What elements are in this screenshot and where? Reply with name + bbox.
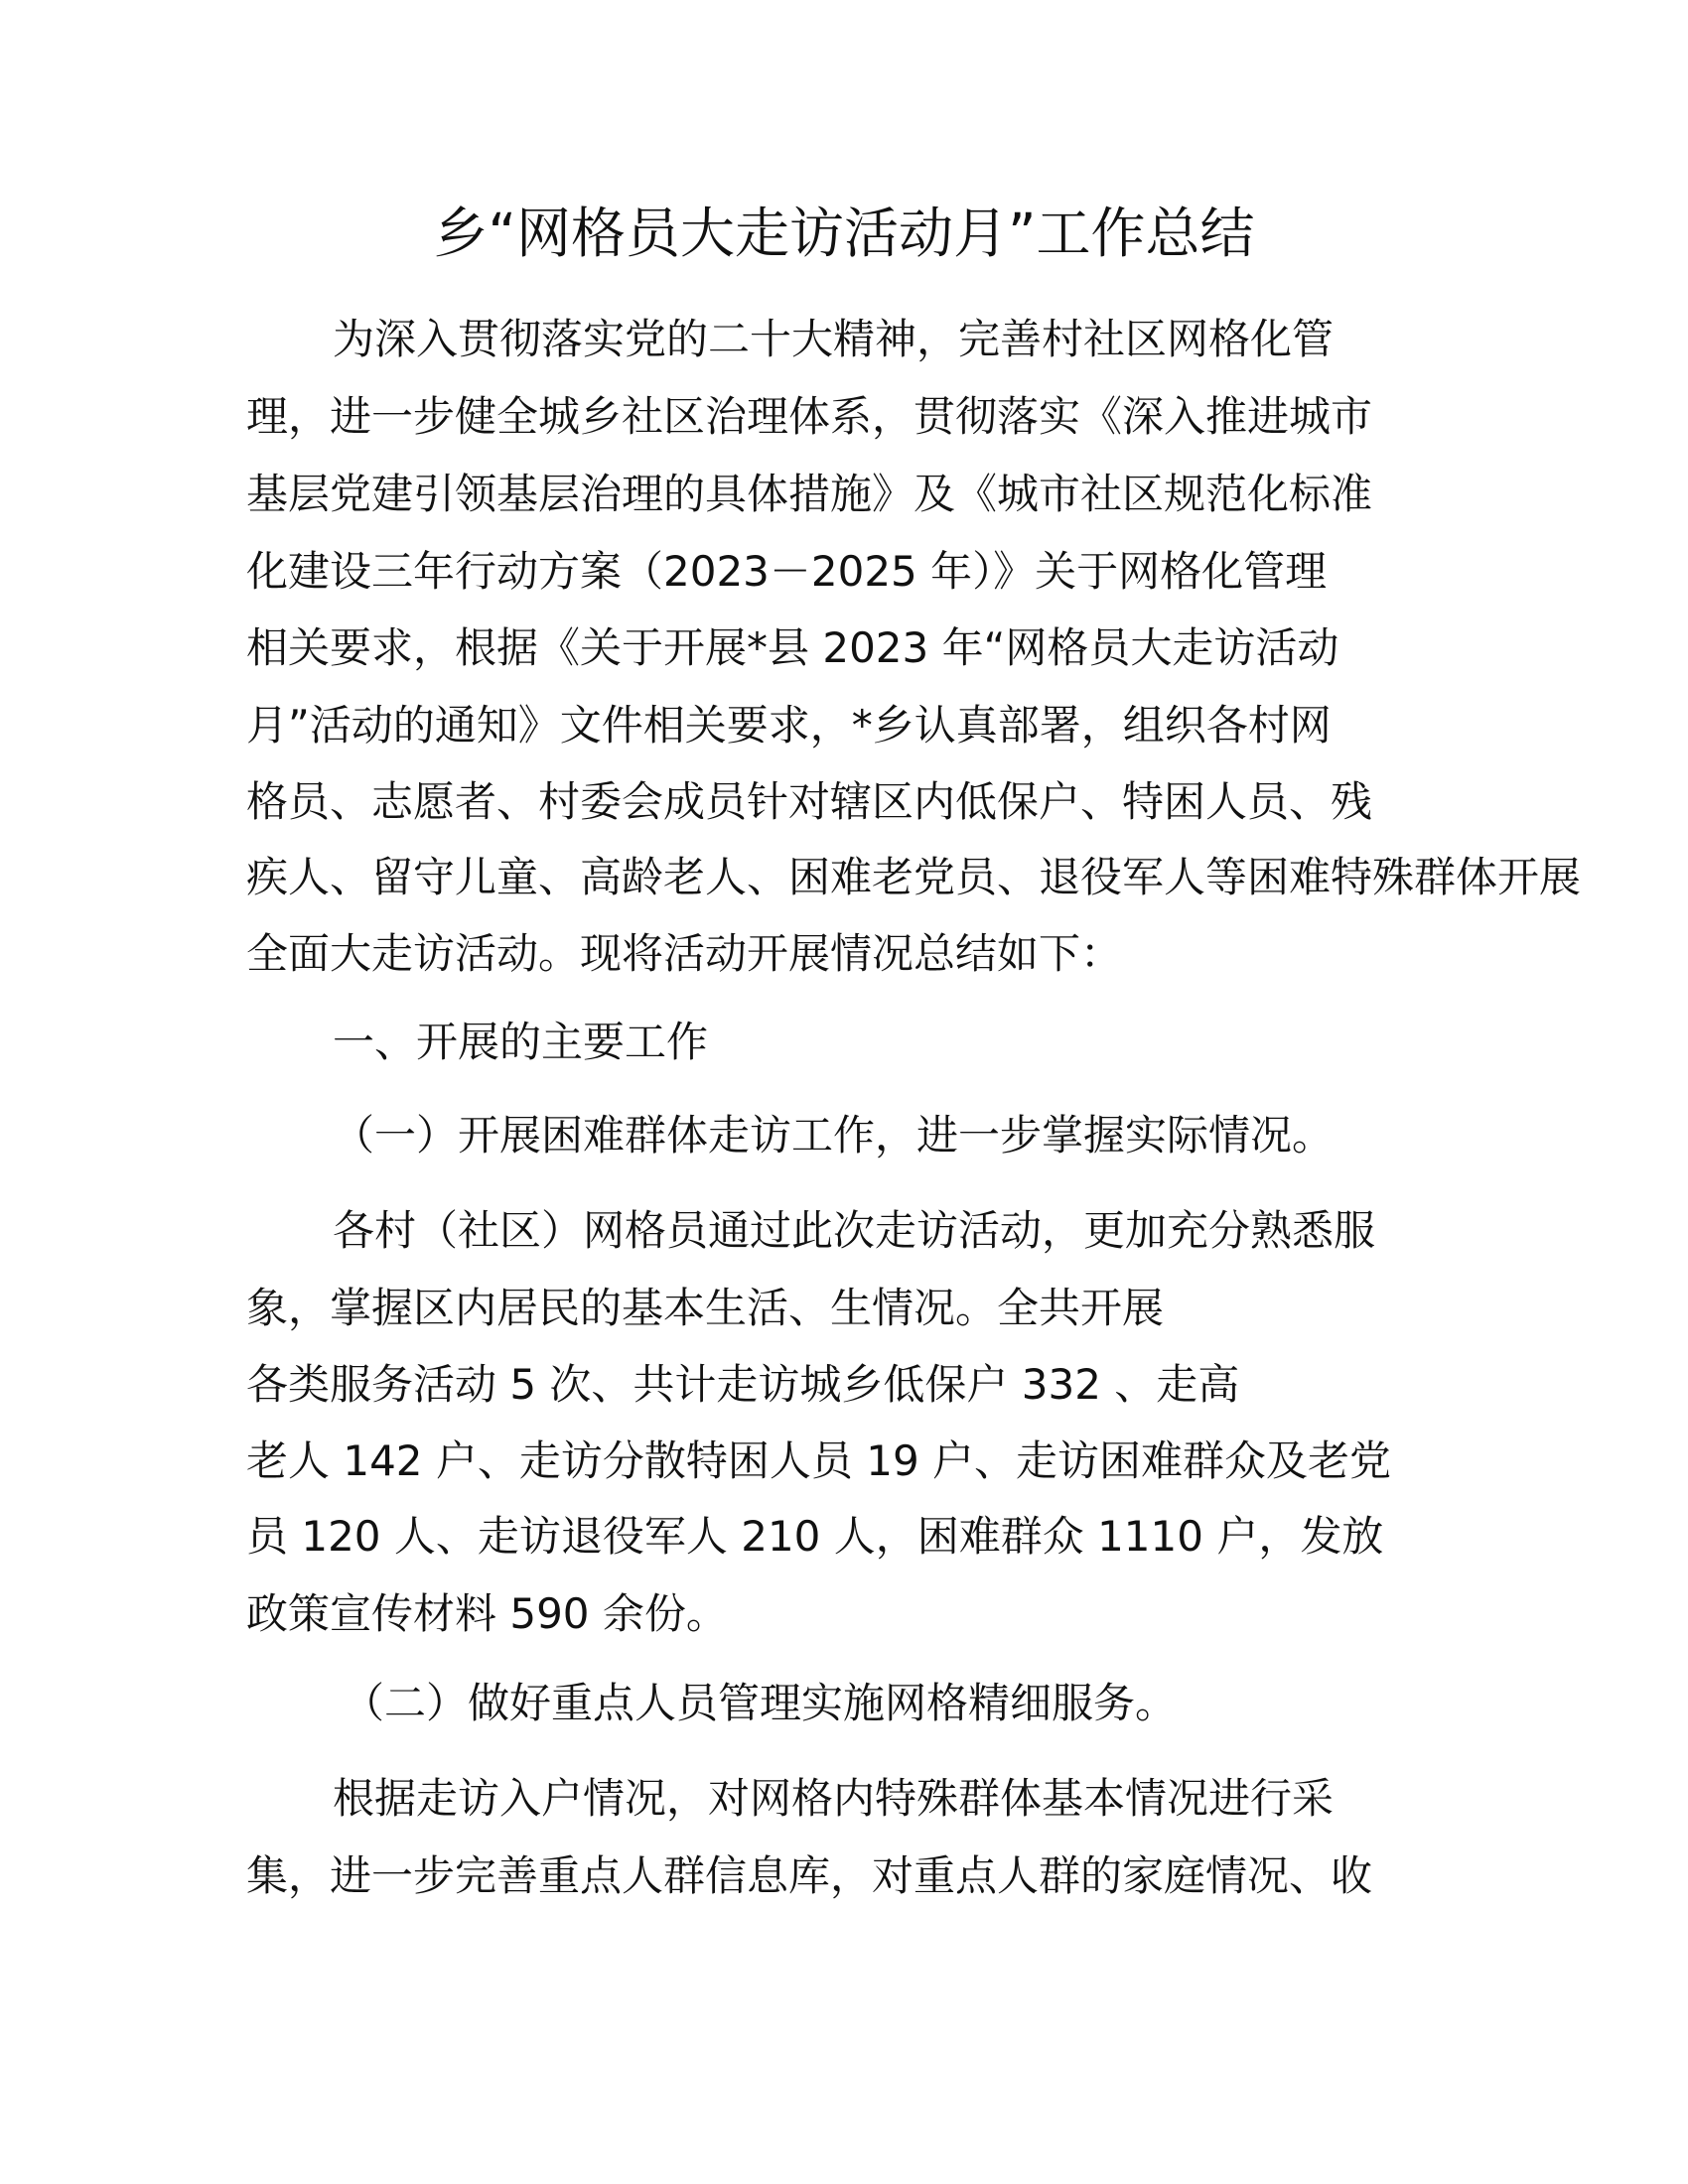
section-heading-1: 一、开展的主要工作 (333, 1018, 709, 1066)
sub1-line-6: 政策宣传材料 590 余份。 (246, 1589, 728, 1638)
sub1-line-2: 象，掌握区内居民的基本生活、生情况。全共开展 (246, 1284, 1165, 1332)
subsection-heading-1: （一）开展困难群体走访工作，进一步掌握实际情况。 (333, 1111, 1335, 1160)
subsection-heading-2: （二）做好重点人员管理实施网格精细服务。 (343, 1679, 1178, 1727)
document-title: 乡“网格员大走访活动月”工作总结 (433, 202, 1255, 265)
intro-line-3: 基层党建引领基层治理的具体措施》及《城市社区规范化标准 (246, 470, 1373, 518)
sub1-line-3: 各类服务活动 5 次、共计走访城乡低保户 332 、走高 (246, 1360, 1240, 1409)
intro-line-7: 格员、志愿者、村委会成员针对辖区内低保户、特困人员、残 (246, 777, 1373, 826)
sub1-line-5: 员 120 人、走访退役军人 210 人，困难群众 1110 户，发放 (246, 1512, 1384, 1561)
intro-line-5: 相关要求，根据《关于开展*县 2023 年“网格员大走访活动 (246, 623, 1339, 672)
sub1-line-4: 老人 142 户、走访分散特困人员 19 户、走访困难群众及老党 (246, 1436, 1392, 1485)
intro-line-6: 月”活动的通知》文件相关要求，*乡认真部署，组织各村网 (246, 701, 1332, 750)
sub2-line-1: 根据走访入户情况，对网格内特殊群体基本情况进行采 (333, 1774, 1335, 1823)
intro-line-8: 疾人、留守儿童、高龄老人、困难老党员、退役军人等困难特殊群体开展 (246, 853, 1582, 901)
intro-line-4: 化建设三年行动方案（2023－2025 年）》关于网格化管理 (246, 547, 1328, 596)
intro-line-1: 为深入贯彻落实党的二十大精神，完善村社区网格化管 (333, 315, 1335, 363)
intro-line-9: 全面大走访活动。现将活动开展情况总结如下： (246, 929, 1123, 978)
intro-line-2: 理，进一步健全城乡社区治理体系，贯彻落实《深入推进城市 (246, 392, 1373, 441)
sub2-line-2: 集，进一步完善重点人群信息库，对重点人群的家庭情况、收 (246, 1851, 1373, 1900)
sub1-line-1: 各村（社区）网格员通过此次走访活动，更加充分熟悉服 (333, 1206, 1376, 1255)
